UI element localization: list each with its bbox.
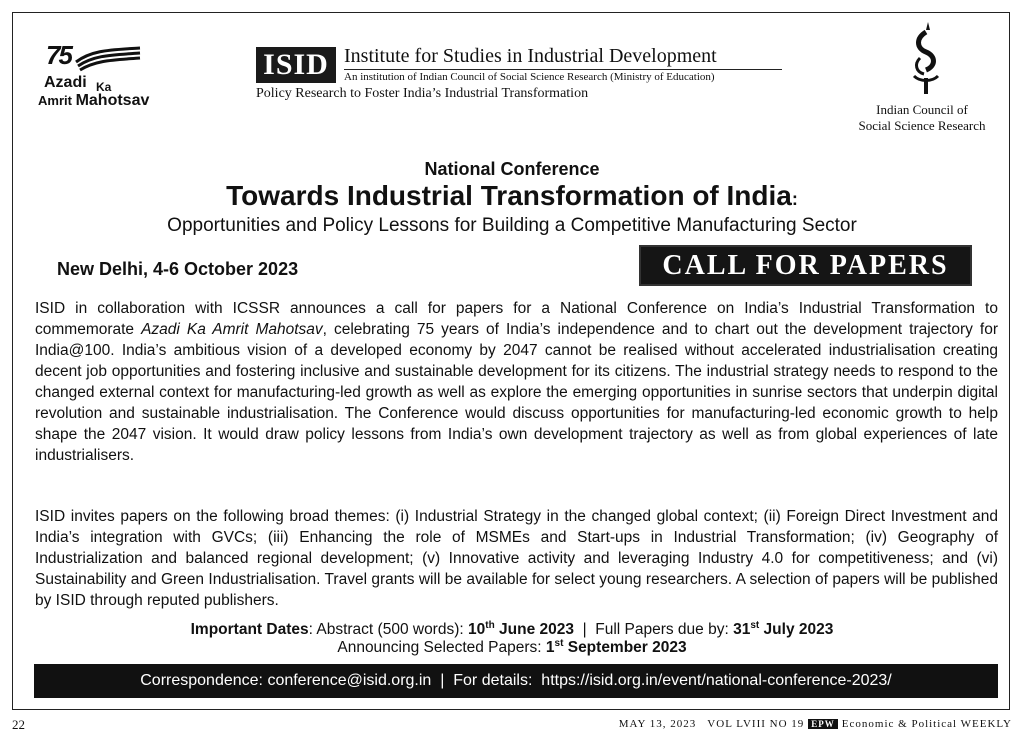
conference-title: Towards Industrial Transformation of India: — [226, 180, 798, 211]
intro-paragraph: ISID in collaboration with ICSSR announces a call for papers for a National Conference on India’s Industrial Transformation to commemorate Azadi Ka Amrit Mahotsav, celebrating 75 years of India’s independence and to chart out the development trajectory for India@100. India’s ambitious vision of a developed economy by 2047 cannot be realised without accelerated industrialisation creating decent job opportunities and fostering inclusive and sustainable development for its citizens. The industrial strategy needs to respond to the changed external context for manufacturing-led growth as well as explore the emerging opportunities in sunrise sectors that underpin digital revolution and sustainable industrialisation. The Conference would discuss opportunities for manufacturing-led economic growth to help shape the 2047 vision. It would draw policy lessons from India’s own development trajectory as well as from global experiences of late industrialisers. — [35, 300, 998, 464]
journal-name: Economic & Political WEEKLY — [841, 718, 1012, 730]
conference-subtitle: Opportunities and Policy Lessons for Building a Competitive Manufacturing Sector — [167, 215, 857, 236]
isid-subtitle: An institution of Indian Council of Social Science Research (Ministry of Education) — [344, 71, 715, 83]
icssr-emblem-icon — [906, 20, 946, 96]
journal-footer — [619, 718, 1012, 730]
amrit-mahotsav-text: Amrit Mahotsav — [38, 92, 150, 109]
isid-name: Institute for Studies in Industrial Development — [344, 45, 717, 67]
flag-swoosh-icon — [74, 46, 142, 72]
conference-type: National Conference — [424, 159, 600, 179]
page-number: 22 — [12, 717, 25, 732]
isid-tagline: Policy Research to Foster India’s Industrial Transformation — [256, 86, 589, 101]
call-for-papers-badge: CALL FOR PAPERS — [639, 245, 972, 286]
conference-venue-date: New Delhi, 4-6 October 2023 — [57, 259, 299, 279]
isid-rule — [344, 69, 782, 70]
icssr-logo — [842, 20, 1002, 140]
azadi-ka-amrit-mahotsav-logo — [38, 40, 168, 110]
correspondence-text: Correspondence: conference@isid.org.in | For details: https://isid.org.in/event/national-conference-2023/ — [140, 672, 892, 689]
icssr-text-line1: Indian Council of — [876, 102, 968, 117]
azadi-emphasis: Azadi Ka Amrit Mahotsav — [141, 321, 323, 338]
azadi-text: Azadi — [44, 74, 87, 91]
ka-text: Ka — [96, 80, 112, 94]
important-dates-line: Important Dates: Abstract (500 words): 10th June 2023 | Full Papers due by: 31st July 2023 — [190, 620, 834, 639]
azadi-75-mark: 75 — [46, 40, 71, 70]
epw-badge: EPW — [808, 719, 838, 729]
issue-info: MAY 13, 2023 VOL LVIII NO 19 — [618, 718, 805, 730]
announcement-date-line: Announcing Selected Papers: 1st September 2023 — [337, 638, 687, 657]
themes-paragraph: ISID invites papers on the following broad themes: (i) Industrial Strategy in the changed global context; (ii) Foreign Direct Investment and India’s integration with GVCs; (iii) Enhancing the role of MSMEs and Start-ups in Industrial Transformation; (iv) Geography of Industrialization and balanced regional development; (v) Innovative activity and leveraging Industry 4.0 for competitiveness; and (vi) Sustainability and Green Industrialisation. Travel grants will be available for select young researchers. A selection of papers will be published by ISID through reputed publishers. — [35, 508, 998, 609]
isid-logo — [256, 47, 786, 107]
correspondence-bar — [34, 664, 998, 698]
isid-abbr: ISID — [256, 47, 336, 83]
icssr-text-line2: Social Science Research — [858, 118, 986, 133]
